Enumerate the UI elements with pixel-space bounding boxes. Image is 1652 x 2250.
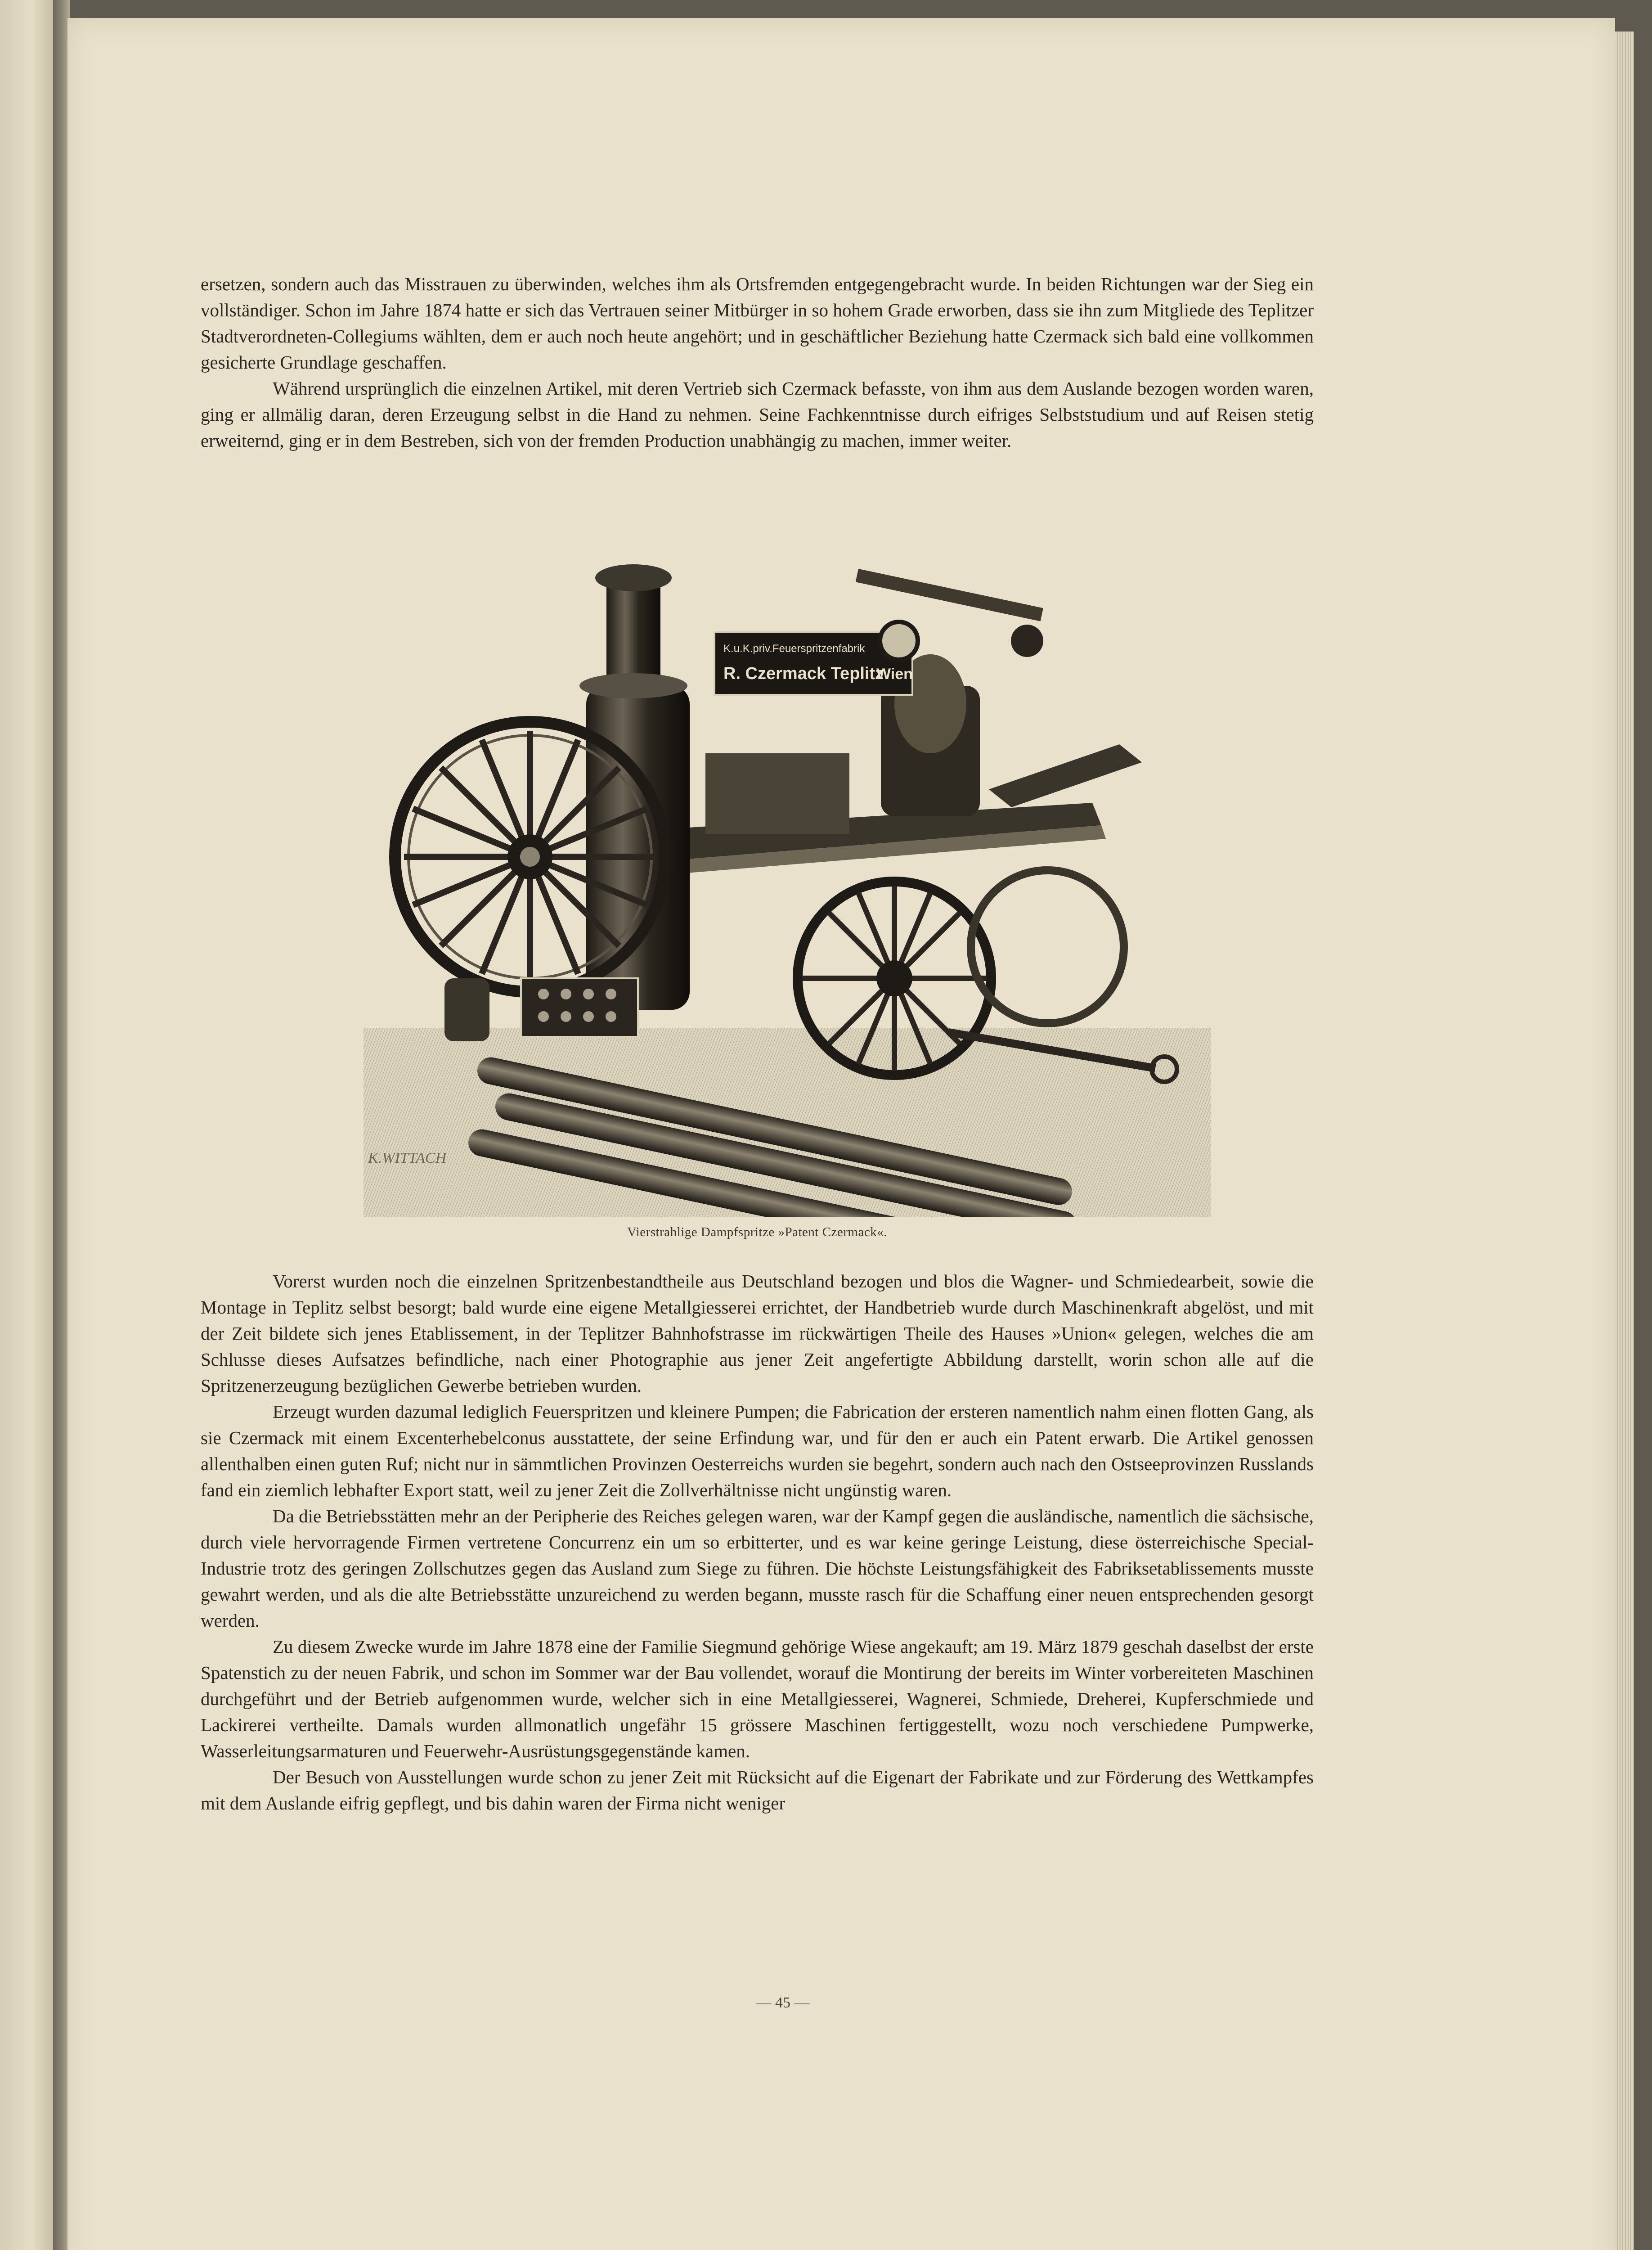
- paragraph: Der Besuch von Ausstellungen wurde schon zu jener Zeit mit Rücksicht auf die Eigenart der Fabrikate und zur Förderung des Wettkampfes mit dem Auslande eifrig gepflegt, und bis dahin waren der Firma nicht weniger: [201, 1767, 1314, 1814]
- steam-engine: [705, 753, 849, 834]
- boiler: [586, 686, 690, 1010]
- paragraph: Vorerst wurden noch die einzelnen Spritzenbestandtheile aus Deutschland bezogen und blos die Wagner- und Schmiedearbeit, sowie die Montage in Teplitz selbst besorgt; bald wurde eine eigene Metallgiesserei errichtet, der Handbetrieb wurde durch Maschinenkraft abgelöst, und mit der Zeit bildete sich jenes Etablissement, in der Teplitzer Bahnhofstrasse im rückwärtigen Theile des Hauses »Union« gelegen, welches die am Schlusse dieses Aufsatzes befindliche, nach einer Photographie aus jener Zeit angefertigte Abbildung darstellt, worin schon alle auf die Spritzenerzeugung bezüglichen Gewerbe betrieben wurden.: [201, 1271, 1314, 1396]
- nozzle-case: [521, 978, 638, 1037]
- artist-signature: K.WITTACH: [368, 1150, 447, 1166]
- figure-caption: Vierstrahlige Dampfspritze »Patent Czermack«.: [627, 1225, 887, 1239]
- page-number: — 45 —: [756, 1994, 810, 2011]
- front-wheel: [798, 882, 991, 1075]
- fire-engine-illustration: [364, 551, 1211, 1217]
- text-block-bottom: [201, 1268, 1314, 1816]
- strainer-basket: [444, 978, 489, 1041]
- facing-page-edge: [0, 0, 53, 2250]
- sign-line-3: Wien: [876, 666, 913, 683]
- paragraph: Da die Betriebsstätten mehr an der Peripherie des Reiches gelegen waren, war der Kampf gegen die ausländische, namentlich die sächsische, durch viele hervorragende Firmen vertretene Concurrenz ein um so erbitterter, und es war keine geringe Leistung, diese österreichische Special-Industrie trotz des geringen Zollschutzes gegen das Ausland zum Siege zu führen. Die höchste Leistungsfähigkeit des Fabriksetablissements musste gewahrt werden, und als die alte Betriebsstätte unzureichend zu werden begann, musste rasch für die Schaffung einer neuen entsprechenden gesorgt werden.: [201, 1506, 1314, 1631]
- lantern: [880, 622, 918, 660]
- paragraph: Erzeugt wurden dazumal lediglich Feuerspritzen und kleinere Pumpen; die Fabrication der ersteren namentlich nahm einen flotten Gang, als sie Czermack mit einem Excenterhebelconus ausstattete, der seine Erfindung war, und für den er auch ein Patent erwarb. Die Artikel genossen allenthalben einen guten Ruf; nicht nur in sämmtlichen Provinzen Oesterreichs wurden sie begehrt, sondern auch nach den Ostseeprovinzen Russlands fand ein ziemlich lebhafter Export statt, weil zu jener Zeit die Zollverhältnisse nicht ungünstig waren.: [201, 1401, 1314, 1500]
- paragraph: Während ursprünglich die einzelnen Artikel, mit deren Vertrieb sich Czermack befasste, von ihm aus dem Auslande bezogen worden waren, ging er allmälig daran, deren Erzeugung selbst in die Hand zu nehmen. Seine Fachkenntnisse durch eifriges Selbststudium und auf Reisen stetig erweiternd, ging er in dem Bestreben, sich von der fremden Production unabhängig zu machen, immer weiter.: [201, 378, 1314, 451]
- text-block-top: [201, 271, 1314, 454]
- page-stack-edge: [1615, 32, 1634, 2250]
- paragraph: ersetzen, sondern auch das Misstrauen zu überwinden, welches ihm als Ortsfremden entgegengebracht wurde. In beiden Richtungen war der Sieg ein vollständiger. Schon im Jahre 1874 hatte er sich das Vertrauen seiner Mitbürger in so hohem Grade erworben, dass sie ihn zum Mitgliede des Teplitzer Stadtverordneten-Collegiums wählten, dem er auch noch heute angehört; und in geschäftlicher Beziehung hatte Czermack sich bald eine vollkommen gesicherte Grundlage geschaffen.: [201, 274, 1314, 373]
- paragraph: Zu diesem Zwecke wurde im Jahre 1878 eine der Familie Siegmund gehörige Wiese angekauft; am 19. März 1879 geschah daselbst der erste Spatenstich zu der neuen Fabrik, und schon im Sommer war der Bau vollendet, worauf die Montirung der bereits im Winter vorbereiteten Maschinen durchgeführt und der Betrieb aufgenommen wurde, welcher sich in eine Metallgiesserei, Wagnerei, Schmiede, Dreherei, Kupferschmiede und Lackirerei vertheilte. Damals wurden allmonatlich ungefähr 15 grössere Maschinen fertiggestellt, wozu noch verschiedene Pumpwerke, Wasserleitungsarmaturen und Feuerwehr-Ausrüstungsgegenstände kamen.: [201, 1636, 1314, 1761]
- rear-wheel: [395, 722, 665, 992]
- sign-line-1: K.u.K.priv.Feuerspritzenfabrik: [723, 643, 865, 655]
- sign-line-2: R. Czermack Teplitz: [723, 664, 884, 683]
- drivers-seat: [989, 744, 1142, 807]
